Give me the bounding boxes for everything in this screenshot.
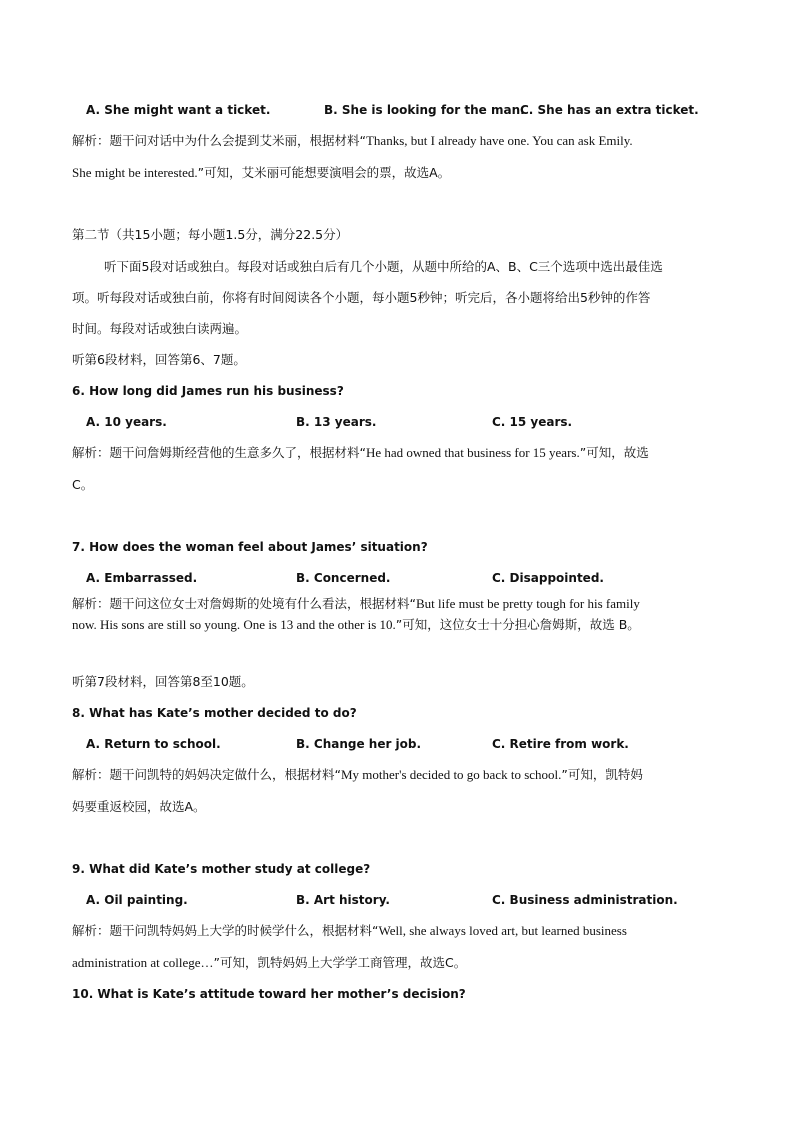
q9-question: 9. What did Kate’s mother study at college? (72, 862, 371, 876)
q6-analysis-line2: C。 (72, 477, 94, 492)
q7-analysis-line2 (72, 615, 724, 635)
q7-analysis-suffix: ”可知，这位女士十分担心詹姆斯，故选 B。 (395, 617, 640, 632)
q9-option-b: B. Art history. (296, 893, 390, 907)
q8-analysis-line2: 妈要重返校园，故选A。 (72, 799, 206, 814)
q7-option-c: C. Disappointed. (492, 571, 604, 585)
q6-option-a: A. 10 years. (86, 415, 167, 429)
q8-analysis-suffix: ”可知，凯特妈 (561, 767, 643, 782)
material7-intro: 听第7段材料，回答第8至10题。 (72, 674, 254, 689)
q8-option-a: A. Return to school. (86, 737, 221, 751)
q9-option-a: A. Oil painting. (86, 893, 188, 907)
q6-analysis-quote: He had owned that business for 15 years. (365, 445, 580, 460)
q8-analysis-line1 (72, 765, 724, 785)
q9-analysis-suffix: ”可知，凯特妈妈上大学学工商管理，故选C。 (213, 955, 467, 970)
section2-heading: 第二节（共15小题；每小题1.5分，满分22.5分） (72, 227, 349, 242)
q5-analysis-prefix: 解析：题干问对话中为什么会提到艾米丽，根据材料“ (72, 133, 366, 148)
section2-instruction-line3: 时间。每段对话或独白读两遍。 (72, 321, 248, 336)
q8-analysis-prefix: 解析：题干问凯特的妈妈决定做什么，根据材料“ (72, 767, 341, 782)
q6-analysis-prefix: 解析：题干问詹姆斯经营他的生意多久了，根据材料“ (72, 445, 366, 460)
q6-option-c: C. 15 years. (492, 415, 573, 429)
q10-question: 10. What is Kate’s attitude toward her mother’s decision? (72, 987, 466, 1001)
q5-analysis-suffix: ”可知，艾米丽可能想要演唱会的票，故选A。 (197, 165, 451, 180)
q6-option-b: B. 13 years. (296, 415, 377, 429)
q5-analysis-line1 (72, 131, 724, 151)
q6-analysis-suffix: ”可知，故选 (579, 445, 649, 460)
q8-analysis-quote: My mother's decided to go back to school. (340, 767, 562, 782)
q9-analysis-quote2: administration at college… (72, 955, 214, 970)
q8-question: 8. What has Kate’s mother decided to do? (72, 706, 357, 720)
q7-analysis-quote2: now. His sons are still so young. One is 13 and the other is 10. (72, 617, 396, 632)
q8-option-c: C. Retire from work. (492, 737, 629, 751)
q5-analysis-quote2: She might be interested. (72, 165, 198, 180)
q9-option-c: C. Business administration. (492, 893, 678, 907)
q9-analysis-prefix: 解析：题干问凯特妈妈上大学的时候学什么，根据材料“ (72, 923, 379, 938)
q9-analysis-quote1: Well, she always loved art, but learned business (378, 923, 627, 938)
q7-question: 7. How does the woman feel about James’ situation? (72, 540, 428, 554)
q5-analysis-line2 (72, 163, 724, 183)
q5-option-c: C. She has an extra ticket. (520, 103, 699, 117)
q9-analysis-line1 (72, 921, 724, 941)
section2-instruction-line2: 项。听每段对话或独白前，你将有时间阅读各个小题，每小题5秒钟；听完后，各小题将给出5秒钟的作答 (72, 290, 651, 305)
q7-option-a: A. Embarrassed. (86, 571, 198, 585)
section2-instruction-line1: 听下面5段对话或独白。每段对话或独白后有几个小题，从题中所给的A、B、C三个选项中选出最佳选 (104, 259, 663, 274)
q5-analysis-quote1: Thanks, but I already have one. You can ask Emily. (365, 133, 633, 148)
material6-intro: 听第6段材料，回答第6、7题。 (72, 352, 246, 367)
q5-option-b: B. She is looking for the man. (324, 103, 525, 117)
q7-option-b: B. Concerned. (296, 571, 391, 585)
q6-question: 6. How long did James run his business? (72, 384, 344, 398)
q7-analysis-prefix: 解析：题干问这位女士对詹姆斯的处境有什么看法，根据材料“ (72, 596, 416, 611)
q5-option-a: A. She might want a ticket. (86, 103, 271, 117)
q7-analysis-line1 (72, 594, 724, 614)
q8-option-b: B. Change her job. (296, 737, 422, 751)
q6-analysis-line1 (72, 443, 724, 463)
q9-analysis-line2 (72, 953, 724, 973)
q7-analysis-quote1: But life must be pretty tough for his family (415, 596, 640, 611)
